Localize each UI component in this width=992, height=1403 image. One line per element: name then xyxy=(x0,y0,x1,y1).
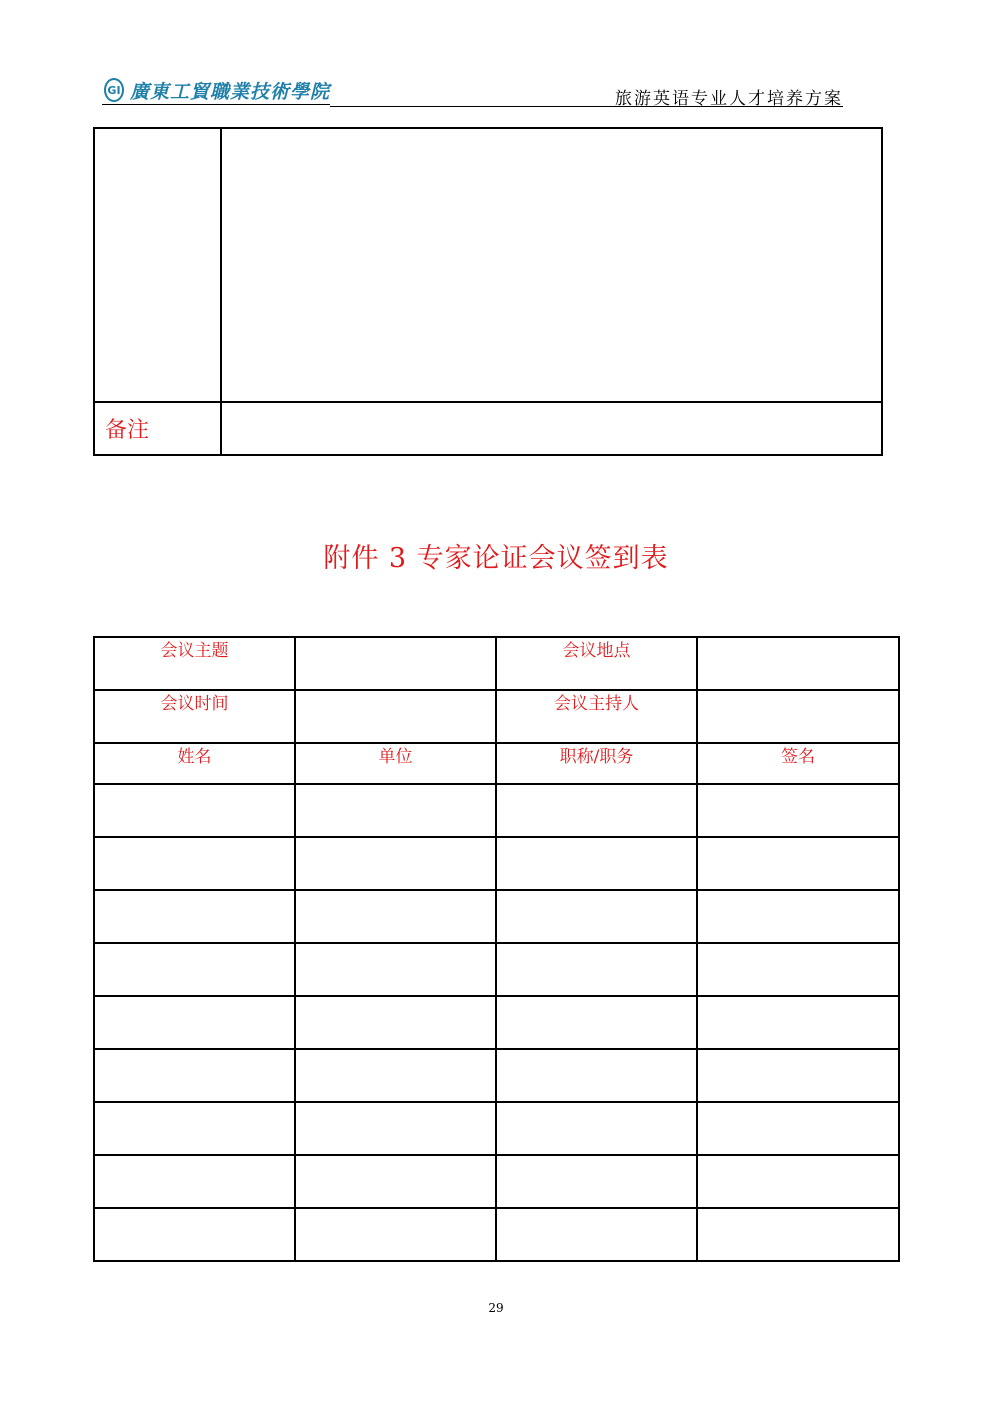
title-position-cell[interactable] xyxy=(496,1208,697,1261)
title-position-cell[interactable] xyxy=(496,1102,697,1155)
remark-label: 备注 xyxy=(94,402,221,455)
blank-label-cell xyxy=(94,128,221,402)
table-row xyxy=(94,1049,899,1102)
signature-cell[interactable] xyxy=(697,943,899,996)
table-row xyxy=(94,1102,899,1155)
organization-cell[interactable] xyxy=(295,784,496,837)
title-position-cell[interactable] xyxy=(496,837,697,890)
signature-cell[interactable] xyxy=(697,1102,899,1155)
meeting-location-label: 会议地点 xyxy=(496,637,697,690)
meeting-time-field[interactable] xyxy=(295,690,496,743)
name-cell[interactable] xyxy=(94,890,295,943)
organization-cell[interactable] xyxy=(295,996,496,1049)
organization-cell[interactable] xyxy=(295,1155,496,1208)
name-cell[interactable] xyxy=(94,996,295,1049)
organization-cell[interactable] xyxy=(295,1102,496,1155)
document-title: 旅游英语专业人才培养方案 xyxy=(615,89,843,109)
table-row xyxy=(94,837,899,890)
meeting-location-field[interactable] xyxy=(697,637,899,690)
name-cell[interactable] xyxy=(94,837,295,890)
meeting-topic-label: 会议主题 xyxy=(94,637,295,690)
college-emblem-icon: GI xyxy=(104,78,124,102)
meeting-time-label: 会议时间 xyxy=(94,690,295,743)
table-row xyxy=(94,1155,899,1208)
name-cell[interactable] xyxy=(94,1155,295,1208)
title-position-cell[interactable] xyxy=(496,1155,697,1208)
name-cell[interactable] xyxy=(94,1102,295,1155)
expert-sign-in-table xyxy=(93,636,900,1262)
title-position-cell[interactable] xyxy=(496,890,697,943)
title-position-cell[interactable] xyxy=(496,996,697,1049)
name-cell[interactable] xyxy=(94,784,295,837)
table-row xyxy=(94,784,899,837)
column-header-name: 姓名 xyxy=(94,743,295,784)
title-position-cell[interactable] xyxy=(496,943,697,996)
name-cell[interactable] xyxy=(94,1049,295,1102)
organization-cell[interactable] xyxy=(295,837,496,890)
college-logo xyxy=(104,74,330,106)
college-name: 廣東工貿職業技術學院 xyxy=(129,80,330,103)
meeting-topic-field[interactable] xyxy=(295,637,496,690)
column-header-title-position: 职称/职务 xyxy=(496,743,697,784)
organization-cell[interactable] xyxy=(295,943,496,996)
table-row xyxy=(94,996,899,1049)
header-divider-left xyxy=(102,104,330,105)
table-row xyxy=(94,1208,899,1261)
column-header-row xyxy=(94,743,899,784)
review-table-continued xyxy=(93,127,883,456)
table-row xyxy=(94,943,899,996)
signature-cell[interactable] xyxy=(697,1049,899,1102)
title-position-cell[interactable] xyxy=(496,1049,697,1102)
meeting-host-label: 会议主持人 xyxy=(496,690,697,743)
table-row xyxy=(94,890,899,943)
signature-cell[interactable] xyxy=(697,1155,899,1208)
signature-cell[interactable] xyxy=(697,890,899,943)
signature-cell[interactable] xyxy=(697,1208,899,1261)
blank-content-cell[interactable] xyxy=(221,128,882,402)
meeting-host-field[interactable] xyxy=(697,690,899,743)
column-header-organization: 单位 xyxy=(295,743,496,784)
organization-cell[interactable] xyxy=(295,1208,496,1261)
signature-cell[interactable] xyxy=(697,837,899,890)
page-number: 29 xyxy=(488,1301,504,1315)
name-cell[interactable] xyxy=(94,1208,295,1261)
signature-cell[interactable] xyxy=(697,784,899,837)
organization-cell[interactable] xyxy=(295,1049,496,1102)
remark-field[interactable] xyxy=(221,402,882,455)
title-position-cell[interactable] xyxy=(496,784,697,837)
name-cell[interactable] xyxy=(94,943,295,996)
appendix-title: 附件 3 专家论证会议签到表 xyxy=(323,543,669,574)
organization-cell[interactable] xyxy=(295,890,496,943)
signature-cell[interactable] xyxy=(697,996,899,1049)
column-header-signature: 签名 xyxy=(697,743,899,784)
